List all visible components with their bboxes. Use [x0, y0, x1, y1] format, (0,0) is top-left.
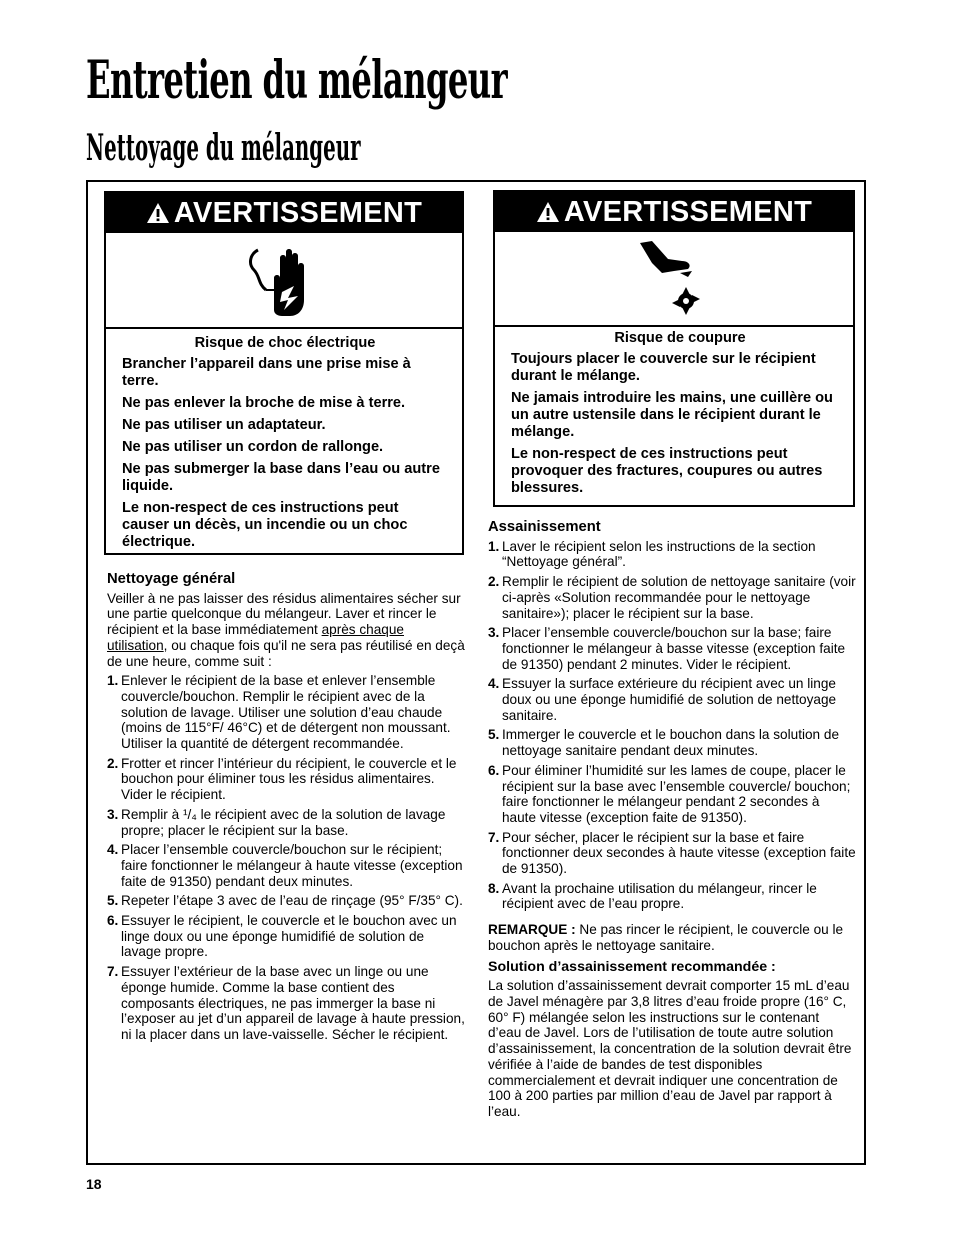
list-item: 4. Placer l’ensemble couvercle/bouchon sur le récipient; faire fonctionner le mélangeur à haute vitesse (exception faite de 91350) pendant deux minutes. [107, 842, 463, 889]
list-item: 1. Enlever le récipient de la base et enlever l’ensemble couvercle/bouchon. Remplir le récipient avec de la solution de lavage. Utiliser une solution d’eau chaude (moins de 115°F/ 46°C) et de détergent non moussant. Utiliser la quantité de détergent recommandée. [107, 673, 451, 752]
hazard-title: Risque de choc électrique [194, 335, 376, 351]
list-item: 2. Remplir le récipient de solution de nettoyage sanitaire (voir ci-après «Solution recommandée pour le nettoyage sanitaire»); placer le récipient sur la base. [488, 574, 856, 621]
warning-line: Ne pas submerger la base dans l’eau ou autre liquide. [122, 461, 440, 494]
list-item: 7. Essuyer l’extérieur de la base avec un linge ou une éponge humide. Comme la base contient des composants électriques, ne pas immerger la base ni l’exposer au jet d’un appareil de lavage à haute pression, ni la placer dans un lave-vaisselle. Sécher le récipient. [107, 964, 465, 1042]
warning-line: Ne pas utiliser un cordon de rallonge. [122, 439, 384, 455]
list-item: 2. Frotter et rincer l’intérieur du récipient, le couvercle et le bouchon pour éliminer tous les résidus alimentaires. Vider le récipient. [107, 755, 457, 803]
general-cleaning-section [107, 572, 467, 1047]
general-steps-list [107, 673, 467, 1042]
sanitizing-section [488, 520, 856, 1124]
intro-paragraph: Veiller à ne pas laisser des résidus alimentaires sécher sur une partie quelconque du mélangeur. Laver et rincer le récipient et la base immédiatement après chaque utilisation, ou chaque fois qu'il ne sera pas réutilisé en deçà de une heure, comme suit : [107, 590, 465, 669]
cutting-blade-hand-icon [495, 232, 853, 327]
list-item: 6. Essuyer le récipient, le couvercle et le bouchon avec un linge doux ou une éponge humidifié de solution de lavage propre. [107, 913, 457, 960]
page-number: 18 [86, 1176, 102, 1192]
warning-line: Le non-respect de ces instructions peut provoquer des fractures, coupures ou autres blessures. [511, 446, 823, 496]
warning-line: Ne pas enlever la broche de mise à terre. [122, 395, 406, 411]
electric-shock-hand-icon [106, 233, 462, 329]
hazard-title: Risque de coupure [614, 330, 746, 346]
warning-heading: AVERTISSEMENT [563, 195, 813, 228]
list-item: 5. Immerger le couvercle et le bouchon dans la solution de nettoyage sanitaire pendant deux minutes. [488, 727, 840, 759]
warning-box-electric [104, 191, 464, 555]
after-each-use-text: après chaque utilisation [107, 622, 404, 653]
warning-line: Ne pas utiliser un adaptateur. [122, 417, 326, 433]
list-item: 1. Laver le récipient selon les instructions de la section “Nettoyage général”. [488, 538, 816, 570]
warning-line: Brancher l’appareil dans une prise mise à terre. [122, 356, 411, 389]
remark-label: REMARQUE : [488, 922, 576, 938]
warning-triangle-icon [536, 201, 560, 223]
remark-paragraph: REMARQUE : Ne pas rincer le récipient, le couvercle ou le bouchon après le nettoyage sanitaire. [488, 922, 844, 953]
list-item: 8. Avant la prochaine utilisation du mélangeur, rincer le récipient avec de l’eau propre. [488, 880, 817, 912]
section-heading: Nettoyage général [107, 571, 236, 587]
list-item: 4. Essuyer la surface extérieure du récipient avec un linge doux ou une éponge humidifié de solution de nettoyage sanitaire. [488, 676, 837, 723]
list-item: 3. Placer l’ensemble couvercle/bouchon sur la base; faire fonctionner le mélangeur à basse vitesse (exception faite de 91350) pendant 2 minutes. Vider le récipient. [488, 625, 846, 672]
solution-heading: Solution d’assainissement recommandée : [488, 958, 776, 975]
list-item: 7. Pour sécher, placer le récipient sur la base et faire fonctionner deux secondes à haute vitesse (exception faite de 91350). [488, 829, 856, 877]
page-title: Entretien du mélangeur [86, 50, 507, 111]
warning-box-cut [493, 190, 855, 507]
solution-paragraph: La solution d’assainissement devrait comporter 15 mL d’eau de Javel ménagère par 3,8 litres d’eau froide propre (16° C, 60° F) mélangée selon les instructions sur le contenant d’eau de Javel. Lors de l’utilisation de toute autre solution d’assainissement, la concentration de la solution devrait être vérifiée à l’aide de bandes de test disponibles commercialement et devrait indiquer une concentration de 100 à 200 parties par million d’eau de Javel par rapport à l’eau. [488, 978, 852, 1119]
warning-heading: AVERTISSEMENT [173, 196, 423, 229]
warning-header [495, 192, 853, 232]
warning-line: Le non-respect de ces instructions peut causer un décès, un incendie ou un choc électrique. [122, 500, 408, 550]
warning-line: Toujours placer le couvercle sur le récipient durant le mélange. [511, 351, 816, 384]
warning-header [106, 193, 462, 233]
warning-triangle-icon [146, 202, 170, 224]
section-heading: Assainissement [488, 519, 601, 535]
list-item: 6. Pour éliminer l’humidité sur les lames de coupe, placer le récipient sur la base avec l’ensemble couvercle/ bouchon; faire fonctionner le mélangeur pendant 2 secondes à haute vitesse (exception faite de 91350). [488, 762, 851, 825]
list-item: 5. Repeter l’étape 3 avec de l’eau de rinçage (95° F/35° C). [107, 893, 463, 909]
sanitize-steps-list [488, 539, 856, 912]
page-subtitle: Nettoyage du mélangeur [86, 127, 361, 169]
warning-line: Ne jamais introduire les mains, une cuillère ou un autre ustensile dans le récipient durant le mélange. [511, 390, 833, 440]
list-item: 3. Remplir à ¹/₄ le récipient avec de la solution de lavage propre; placer le récipient sur la base. [107, 806, 446, 838]
